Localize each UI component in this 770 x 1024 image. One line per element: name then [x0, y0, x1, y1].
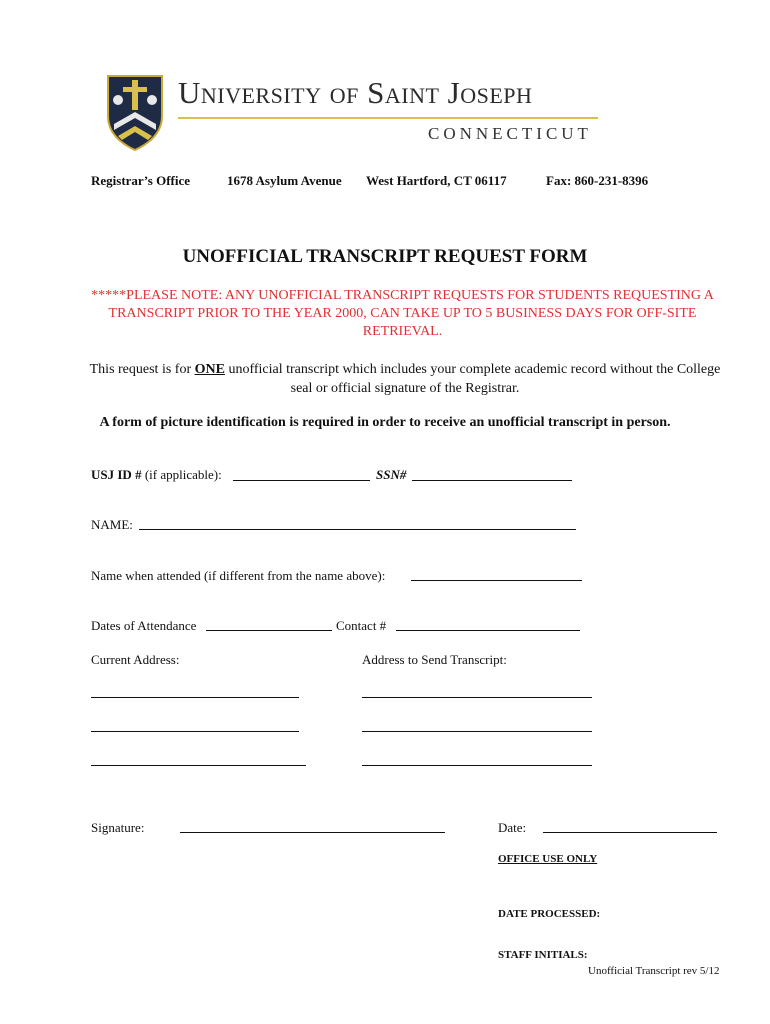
send-address-line-1[interactable]	[362, 697, 592, 698]
ssn-label: SSN#	[376, 467, 407, 482]
intro-paragraph	[80, 360, 730, 398]
send-address-label: Address to Send Transcript:	[362, 652, 507, 667]
retrieval-notice: *****PLEASE NOTE: ANY UNOFFICIAL TRANSCRIPT REQUESTS FOR STUDENTS REQUESTING A TRANSCRIPT PRIOR TO THE YEAR 2000, CAN TAKE UP TO 5 BUSINESS DAYS FOR OFF-SITE RETRIEVAL.	[91, 288, 714, 339]
current-address-label: Current Address:	[91, 652, 180, 667]
dates-attendance-field[interactable]	[206, 630, 332, 631]
fax-number: Fax: 860-231-8396	[546, 173, 649, 188]
dates-attendance-label: Dates of Attendance	[91, 618, 197, 633]
date-field[interactable]	[543, 832, 717, 833]
intro-post: unofficial transcript which includes your complete academic record without the College seal or official signature of the Registrar.	[224, 362, 721, 396]
form-revision: Unofficial Transcript rev 5/12	[588, 965, 720, 977]
street-address: 1678 Asylum Avenue	[227, 173, 342, 188]
form-title: UNOFFICIAL TRANSCRIPT REQUEST FORM	[182, 246, 588, 267]
staff-initials-label: STAFF INITIALS:	[498, 949, 588, 961]
name-attended-field[interactable]	[411, 580, 582, 581]
date-label: Date:	[498, 820, 527, 835]
usj-id-field[interactable]	[233, 480, 370, 481]
usj-id-label	[91, 467, 222, 483]
university-name: University of Saint Joseph	[178, 75, 533, 110]
signature-field[interactable]	[180, 832, 445, 833]
state-name: CONNECTICUT	[428, 124, 592, 143]
office-use-heading: OFFICE USE ONLY	[498, 853, 598, 865]
send-address-line-3[interactable]	[362, 765, 592, 766]
current-address-line-3[interactable]	[91, 765, 306, 766]
current-address-line-2[interactable]	[91, 731, 299, 732]
ssn-field[interactable]	[412, 480, 572, 481]
id-requirement: A form of picture identification is required in order to receive an unofficial transcript in person.	[99, 415, 671, 430]
contact-field[interactable]	[396, 630, 580, 631]
intro-pre: This request is for	[89, 362, 195, 377]
city-address: West Hartford, CT 06117	[366, 173, 507, 188]
usj-id-note: (if applicable):	[141, 467, 222, 482]
usj-id-label-bold: USJ ID #	[91, 467, 142, 482]
registrar-office: Registrar’s Office	[91, 173, 191, 188]
date-processed-label: DATE PROCESSED:	[498, 908, 601, 920]
contact-label: Contact #	[336, 618, 387, 633]
signature-label: Signature:	[91, 820, 145, 835]
university-seal-logo	[104, 72, 166, 152]
logo-divider	[178, 117, 598, 119]
send-address-line-2[interactable]	[362, 731, 592, 732]
name-label: NAME:	[91, 517, 133, 532]
intro-emphasis: ONE	[194, 362, 225, 377]
name-field[interactable]	[139, 529, 576, 530]
name-attended-label: Name when attended (if different from the name above):	[91, 568, 386, 583]
current-address-line-1[interactable]	[91, 697, 299, 698]
